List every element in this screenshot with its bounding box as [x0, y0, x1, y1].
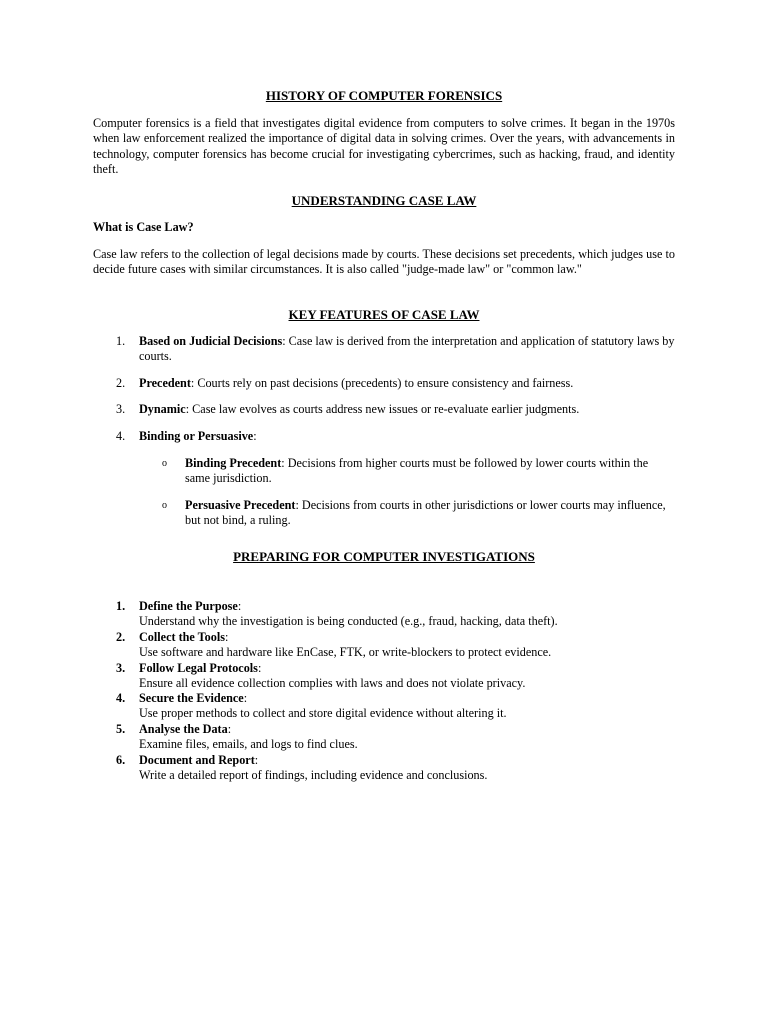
key-features-heading: KEY FEATURES OF CASE LAW [288, 307, 480, 322]
feature-body [139, 429, 675, 444]
feature-text: : Case law is derived from the interpretation and application of statutory laws by courts. [139, 334, 675, 364]
step-number: 1. [116, 599, 126, 613]
history-paragraph: Computer forensics is a field that investigates digital evidence from computers to solve crimes. It began in the 1970s when law enforcement realized the importance of digital data in solving crimes. Over the years, with advancements in technology, computer forensics has become crucial for investigating cybercrimes, such as hacking, fraud, and identity theft. [93, 116, 675, 177]
step-number: 3. [116, 661, 126, 675]
step-title: Collect the Tools [139, 630, 225, 644]
step-title-line [139, 691, 247, 706]
step-description: Use software and hardware like EnCase, FTK, or write-blockers to protect evidence. [139, 645, 552, 659]
bullet-marker: o [162, 458, 167, 469]
step-title: Document and Report [139, 753, 255, 767]
feature-body [139, 334, 675, 365]
sub-item-body [185, 456, 675, 487]
step-colon: : [237, 599, 242, 613]
sub-item-text: : Decisions from higher courts must be followed by lower courts within the same jurisdiction. [185, 456, 649, 486]
step-title-line [139, 722, 231, 737]
step-number: 4. [116, 691, 126, 705]
step-colon: : [225, 630, 229, 644]
step-colon: : [257, 661, 262, 675]
history-heading: HISTORY OF COMPUTER FORENSICS [265, 88, 503, 103]
investigations-heading: PREPARING FOR COMPUTER INVESTIGATIONS [233, 549, 535, 564]
feature-text: : Case law evolves as courts address new issues or re-evaluate earlier judgments. [185, 402, 580, 416]
sub-item-term: Persuasive Precedent [185, 498, 296, 512]
feature-body [139, 376, 675, 391]
feature-number: 1. [116, 334, 126, 348]
bullet-marker: o [162, 500, 167, 511]
step-description: Use proper methods to collect and store digital evidence without altering it. [139, 706, 507, 720]
step-number: 5. [116, 722, 126, 736]
sub-item-text: : Decisions from courts in other jurisdictions or lower courts may influence, but not bind, a ruling. [185, 498, 666, 528]
step-title-line [139, 661, 261, 676]
step-title-line [139, 630, 228, 645]
step-colon: : [243, 691, 248, 705]
step-number: 6. [116, 753, 126, 767]
sub-item-term: Binding Precedent [185, 456, 282, 470]
step-colon: : [254, 753, 259, 767]
step-title-line [139, 599, 241, 614]
step-title: Define the Purpose [139, 599, 238, 613]
feature-term: Dynamic [139, 402, 186, 416]
step-description: Write a detailed report of findings, including evidence and conclusions. [139, 768, 488, 782]
feature-term: Based on Judicial Decisions [139, 334, 283, 348]
case-law-paragraph: Case law refers to the collection of legal decisions made by courts. These decisions set precedents, which judges use to decide future cases with similar circumstances. It is also called "judge-made law" or "common law." [93, 247, 675, 277]
step-title-line [139, 753, 258, 768]
case-law-heading: UNDERSTANDING CASE LAW [291, 193, 477, 208]
feature-term: Precedent [139, 376, 191, 390]
step-number: 2. [116, 630, 126, 644]
step-title: Follow Legal Protocols [139, 661, 258, 675]
step-description: Ensure all evidence collection complies with laws and does not violate privacy. [139, 676, 526, 690]
feature-text: : Courts rely on past decisions (precedents) to ensure consistency and fairness. [190, 376, 574, 390]
step-description: Examine files, emails, and logs to find clues. [139, 737, 358, 751]
feature-term: Binding or Persuasive [139, 429, 254, 443]
step-description: Understand why the investigation is being conducted (e.g., fraud, hacking, data theft). [139, 614, 558, 628]
case-law-subheading: What is Case Law? [93, 220, 194, 234]
feature-text: : [253, 429, 257, 443]
feature-number: 4. [116, 429, 126, 443]
step-title: Secure the Evidence [139, 691, 244, 705]
sub-item-body [185, 498, 675, 529]
step-title: Analyse the Data [139, 722, 228, 736]
step-colon: : [227, 722, 232, 736]
feature-body [139, 402, 675, 417]
feature-number: 3. [116, 402, 126, 416]
feature-number: 2. [116, 376, 126, 390]
